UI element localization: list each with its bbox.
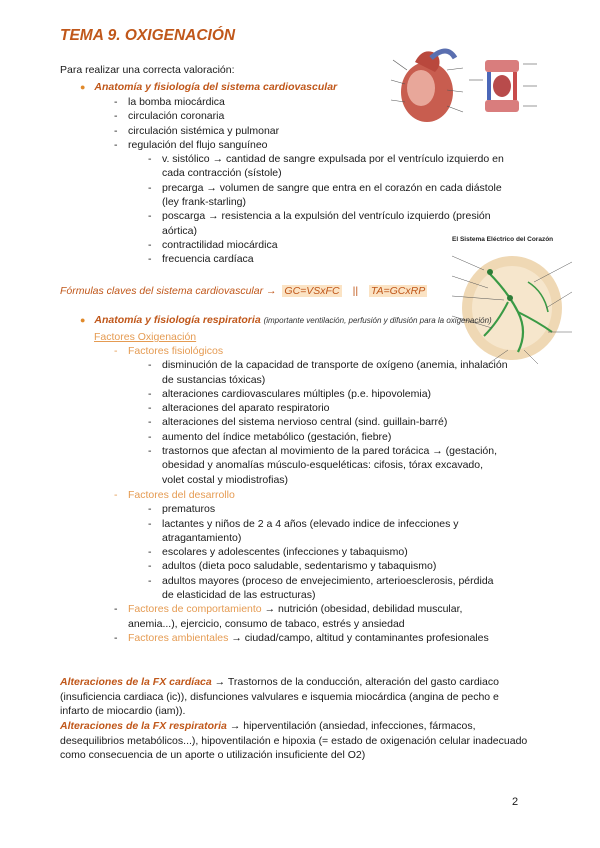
fisiologicos-list: [148, 358, 508, 487]
desarrollo-list: [148, 502, 508, 602]
cardio-heading: ● Anatomía y fisiología del sistema cardiovascular: [80, 81, 338, 93]
formula-line: Fórmulas claves del sistema cardiovascular → GC=VSxFC || TA=GCxRP: [60, 285, 426, 297]
list-item: - trastornos que afectan al movimiento de la pared torácica → (gestación, obesidad y anomalías músculo-esqueléticas: cifosis, tórax excavado, volet costal y miodistrofias): [148, 444, 508, 487]
list-item: - alteraciones del aparato respiratorio: [148, 401, 508, 415]
factores-oxigenacion-link[interactable]: Factores Oxigenación: [94, 331, 197, 343]
alter-cardiaca-paragraph: Alteraciones de la FX cardíaca → Trastornos de la conducción, alteración del gasto cardiaco (insuficiencia cardiaca (ic)), disfunciones valvulares e isquemia miocárdica (angina de pecho e infarto de miocardio (iam)).: [60, 676, 499, 717]
list-item: - precarga → volumen de sangre que entra en el corazón en cada diástole (ley frank-starling): [148, 181, 508, 210]
formula-gc: GC=VSxFC: [284, 285, 340, 297]
list-item: - lactantes y niños de 2 a 4 años (elevado indice de infecciones y atragantamiento): [148, 517, 508, 546]
resp-section: [80, 314, 520, 645]
list-item: - frecuencia cardíaca: [148, 252, 508, 266]
list-item: - alteraciones del sistema nervioso central (sind. guillain-barré): [148, 415, 508, 429]
factores-ambientales: - Factores ambientales → ciudad/campo, altitud y contaminantes profesionales: [114, 631, 528, 645]
list-item: - adultos (dieta poco saludable, sedentarismo y tabaquismo): [148, 559, 508, 573]
list-item: - alteraciones cardiovasculares múltiples (p.e. hipovolemia): [148, 387, 508, 401]
list-item: - circulación coronaria: [114, 109, 508, 123]
formula-ta: TA=GCxRP: [370, 285, 426, 297]
list-item: - la bomba miocárdica: [114, 95, 508, 109]
resp-heading: ● Anatomía y fisiología respiratoria (importante ventilación, perfusión y difusión para la oxigenación): [80, 314, 492, 326]
list-item: - escolares y adolescentes (infecciones y tabaquismo): [148, 545, 508, 559]
list-item: - circulación sistémica y pulmonar: [114, 124, 508, 138]
list-item: - regulación del flujo sanguíneo: [114, 138, 508, 152]
list-item: - v. sistólico → cantidad de sangre expulsada por el ventrículo izquierdo en cada contracción (sístole): [148, 152, 508, 181]
intro-text: Para realizar una correcta valoración:: [60, 64, 235, 76]
page-title: TEMA 9. OXIGENACIÓN: [60, 27, 236, 44]
list-item: - adultos mayores (proceso de envejecimiento, arterioesclerosis, pérdida de elasticidad de las estructuras): [148, 574, 508, 603]
factores-desarrollo-label: - Factores del desarrollo: [114, 488, 520, 502]
cardio-list: [114, 95, 508, 152]
bullet-icon: ●: [80, 82, 86, 92]
bullet-icon: ●: [80, 315, 86, 325]
conduction-figure-title: El Sistema Eléctrico del Corazón: [452, 236, 554, 243]
list-item: - prematuros: [148, 502, 508, 516]
list-item: - aumento del índice metabólico (gestación, fiebre): [148, 430, 508, 444]
list-item: - disminución de la capacidad de transporte de oxígeno (anemia, inhalación de sustancias tóxicas): [148, 358, 508, 387]
list-item: - contractilidad miocárdica: [148, 238, 508, 252]
page-number: 2: [512, 796, 519, 808]
cardio-section: [80, 80, 508, 267]
factores-comportamiento: - Factores de comportamiento → nutrición (obesidad, debilidad muscular, anemia...), ejercicio, consumo de tabaco, estrés y ansiedad: [114, 602, 488, 631]
factores-fisiologicos-label: - Factores fisiológicos: [114, 344, 520, 358]
alter-resp-paragraph: Alteraciones de la FX respiratoria → hiperventilación (ansiedad, infecciones, fármacos, desequilibrios metabólicos...), hipoventilación e hipoxia (= estado de oxigenación celular inadecuado como consecuencia de un aporte o utilización insuficiente del O2): [60, 720, 528, 761]
list-item: - poscarga → resistencia a la expulsión del ventrículo izquierdo (presión aórtica): [148, 209, 502, 238]
